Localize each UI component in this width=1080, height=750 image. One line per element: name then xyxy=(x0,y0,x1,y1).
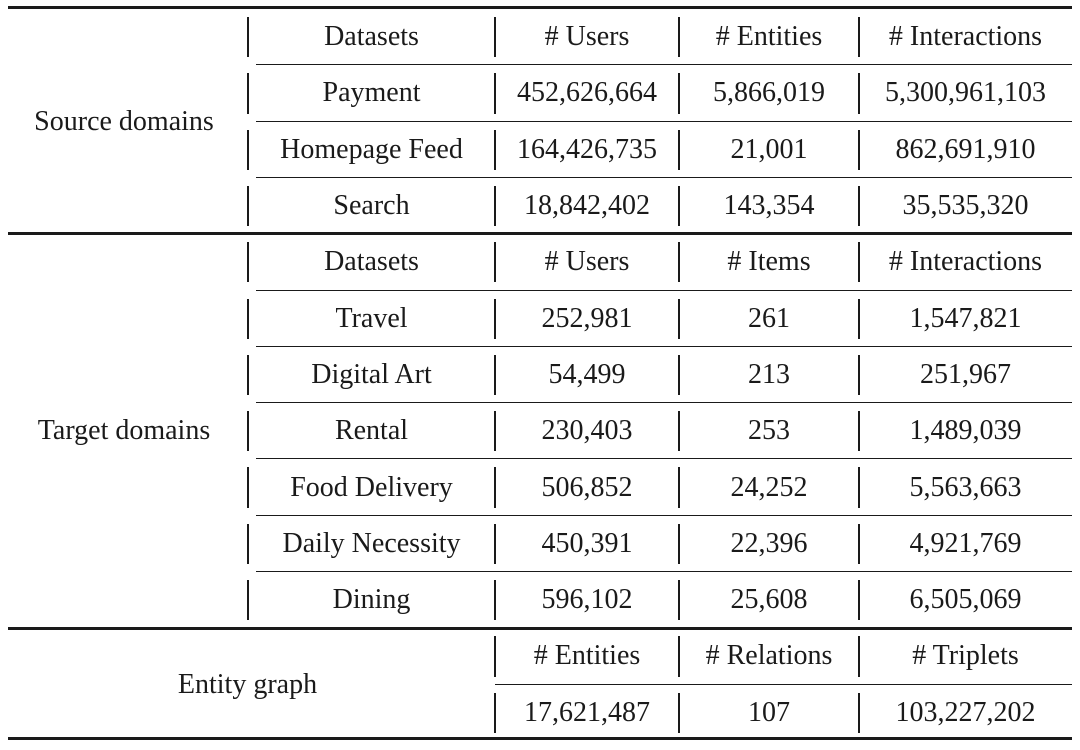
target-row-cell: Daily Necessity xyxy=(282,527,461,559)
target-row-cell: 1,547,821 xyxy=(909,302,1022,334)
target-row-column-divider xyxy=(494,411,496,451)
target-row-column-divider xyxy=(678,580,680,620)
source-row-cell: 21,001 xyxy=(730,133,808,165)
source-row-cell: Payment xyxy=(322,77,421,109)
graph-header-cell: # Entities xyxy=(533,640,641,672)
target-row-column-divider xyxy=(678,411,680,451)
target-row-cell: Travel xyxy=(335,302,408,334)
target-row-column-divider xyxy=(858,580,860,620)
source-row-column-divider xyxy=(678,130,680,170)
target-row-cell: Rental xyxy=(334,415,409,447)
source-row-cell: 164,426,735 xyxy=(517,133,657,165)
target-header-cell: Datasets xyxy=(324,246,419,278)
source-row-column-divider xyxy=(858,130,860,170)
target-row-cell: Digital Art xyxy=(311,358,432,390)
source-header-cell: # Interactions xyxy=(888,21,1043,53)
target-row-column-divider xyxy=(494,580,496,620)
source-header-column-divider xyxy=(858,17,860,57)
graph-header-column-divider xyxy=(858,636,860,676)
target-row-column-divider xyxy=(494,524,496,564)
target-row-column-divider xyxy=(678,355,680,395)
graph-row-column-divider xyxy=(858,693,860,733)
target-row-cell: Food Delivery xyxy=(290,471,453,503)
source-row-cell: Search xyxy=(333,190,410,222)
target-row-cell: 24,252 xyxy=(730,471,808,503)
target-header-cell: # Users xyxy=(544,246,630,278)
source-row-cell: Homepage Feed xyxy=(280,133,463,165)
target-row-column-divider xyxy=(494,299,496,339)
target-row-column-divider xyxy=(494,467,496,507)
target-row-cell: 253 xyxy=(748,415,790,447)
source-header-cell: Datasets xyxy=(324,21,419,53)
target-row-cell: 54,499 xyxy=(548,358,626,390)
target-row-column-divider xyxy=(858,524,860,564)
target-row-cell: Dining xyxy=(332,584,411,616)
source-header-column-divider xyxy=(494,17,496,57)
source-header-cell: # Users xyxy=(544,21,630,53)
target-header-column-divider xyxy=(494,242,496,282)
target-row-cell: 252,981 xyxy=(541,302,633,334)
target-row-cell: 22,396 xyxy=(730,527,808,559)
target-header-cell: # Items xyxy=(727,246,811,278)
source-header-column-divider xyxy=(678,17,680,57)
graph-header-cell: # Relations xyxy=(705,640,833,672)
target-row-cell: 596,102 xyxy=(541,584,633,616)
target-header-column-divider xyxy=(678,242,680,282)
source-row-column-divider xyxy=(494,186,496,226)
target-row-cell: 213 xyxy=(748,358,790,390)
target-row-column-divider xyxy=(858,299,860,339)
target-row-cell: 5,563,663 xyxy=(909,471,1022,503)
source-row-column-divider xyxy=(494,73,496,113)
graph-header-column-divider xyxy=(678,636,680,676)
target-row-column-divider xyxy=(494,355,496,395)
target-row-cell: 1,489,039 xyxy=(909,415,1022,447)
target-row-cell: 251,967 xyxy=(920,358,1011,390)
source-row-cell: 452,626,664 xyxy=(517,77,657,109)
source-row-cell: 143,354 xyxy=(723,190,815,222)
graph-row-cell: 107 xyxy=(748,696,790,728)
target-row-column-divider xyxy=(858,355,860,395)
source-row-column-divider xyxy=(494,130,496,170)
target-row-cell: 506,852 xyxy=(541,471,633,503)
graph-row-column-divider xyxy=(678,693,680,733)
source-domains-label: Source domains xyxy=(34,105,214,137)
target-row-cell: 261 xyxy=(748,302,790,334)
target-row-column-divider xyxy=(858,411,860,451)
source-row-column-divider xyxy=(678,73,680,113)
source-row-cell: 5,300,961,103 xyxy=(885,77,1046,109)
source-row-cell: 862,691,910 xyxy=(895,133,1036,165)
target-row-cell: 4,921,769 xyxy=(909,527,1022,559)
target-row-column-divider xyxy=(678,467,680,507)
source-row-cell: 35,535,320 xyxy=(902,190,1029,222)
target-row-cell: 230,403 xyxy=(541,415,633,447)
source-row-cell: 18,842,402 xyxy=(524,190,650,222)
target-domains-label: Target domains xyxy=(37,415,211,447)
source-row-column-divider xyxy=(858,73,860,113)
target-row-column-divider xyxy=(858,467,860,507)
target-row-cell: 6,505,069 xyxy=(909,584,1022,616)
target-header-column-divider xyxy=(858,242,860,282)
entity-graph-label: Entity graph xyxy=(177,668,318,700)
source-row-column-divider xyxy=(678,186,680,226)
target-row-cell: 450,391 xyxy=(541,527,633,559)
source-row-cell: 5,866,019 xyxy=(713,77,825,109)
graph-row-cell: 17,621,487 xyxy=(524,696,650,728)
target-row-column-divider xyxy=(678,299,680,339)
target-row-column-divider xyxy=(678,524,680,564)
target-row-cell: 25,608 xyxy=(730,584,808,616)
graph-header-cell: # Triplets xyxy=(912,640,1019,672)
source-header-cell: # Entities xyxy=(715,21,823,53)
source-row-column-divider xyxy=(858,186,860,226)
graph-row-cell: 103,227,202 xyxy=(895,696,1036,728)
target-header-cell: # Interactions xyxy=(888,246,1043,278)
